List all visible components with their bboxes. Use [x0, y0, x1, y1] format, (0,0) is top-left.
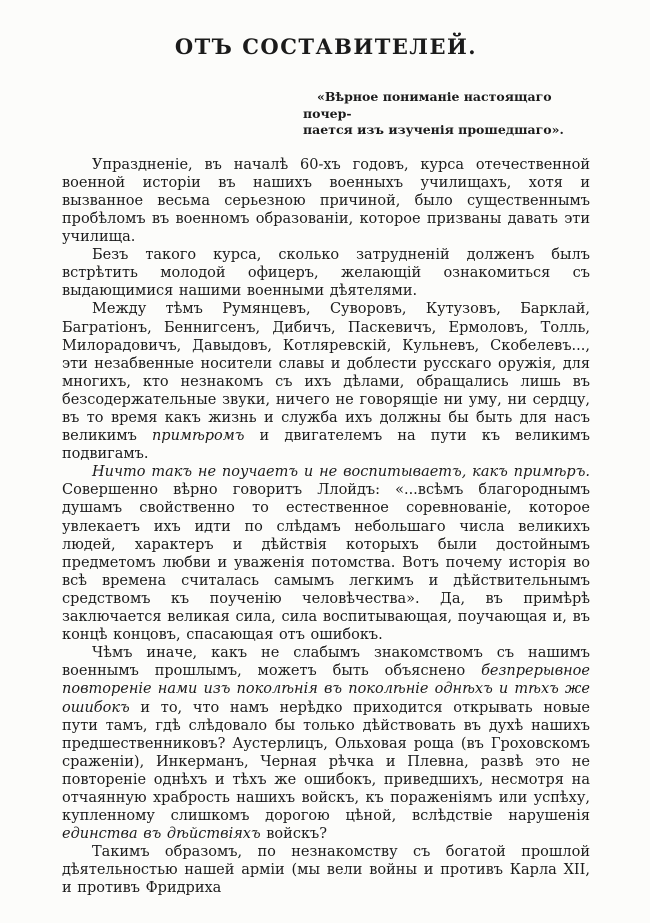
paragraph	[62, 463, 590, 644]
paragraph-segment: и то, что намъ нерѣдко приходится открывать новые пути тамъ, гдѣ слѣдовало бы только дѣйствовать въ духѣ нашихъ предшественниковъ? Аустерлицъ, Ольховая роща (въ Гроховскомъ сраженіи), Инкерманъ, Черная рѣчка и Плевна, развѣ это не повтореніе однѣхъ и тѣхъ же ошибокъ, приведшихъ, несмотря на отчаянную храбрость нашихъ войскъ, къ пораженіямъ или успѣху, купленному слишкомъ дорогою цѣной, вслѣдствіе нарушенія	[62, 699, 590, 825]
paragraph	[62, 843, 590, 897]
paragraph-segment: Совершенно вѣрно говоритъ Ллойдъ: «...всѣмъ благороднымъ душамъ свойственно то естественное соревнованіе, которое увлекаетъ ихъ идти по слѣдамъ небольшаго числа великихъ людей, характеръ и дѣйствія которыхъ были достойнымъ предметомъ любви и уваженія потомства. Вотъ почему исторія во всѣ времена считалась самымъ легкимъ и дѣйствительнымъ средствомъ къ поученію человѣчества». Да, въ примѣрѣ заключается великая сила, сила воспитывающая, поучающая и, въ концѣ концовъ, спасающая отъ ошибокъ.	[62, 482, 590, 644]
paragraph-segment-italic: примѣромъ	[151, 428, 245, 445]
body-text	[62, 156, 590, 898]
epigraph-line: «Вѣрное пониманіе настоящаго почер-	[303, 89, 552, 121]
epigraph	[303, 89, 590, 139]
paragraph	[62, 246, 590, 300]
paragraph	[62, 300, 590, 463]
paragraph-segment: Такимъ образомъ, по незнакомству съ богатой прошлой дѣятельностью нашей арміи (мы вели войны и противъ Карла XII, и противъ Фридриха	[62, 844, 590, 897]
paragraph-segment-italic: единства въ дѣйствіяхъ	[62, 826, 261, 843]
page-title: ОТЪ СОСТАВИТЕЛЕЙ.	[174, 34, 478, 59]
paragraph	[62, 156, 590, 246]
paragraph-segment-italic: безпрерывное повтореніе нами изъ поколѣнія въ поколѣніе однѣхъ и тѣхъ же ошибокъ	[62, 663, 590, 716]
paragraph-segment: Безъ такого курса, сколько затрудненій долженъ былъ встрѣтить молодой офицеръ, желающій ознакомиться съ выдающимися нашими военными дѣятелями.	[62, 247, 590, 300]
paragraph-segment: Упраздненіе, въ началѣ 60-хъ годовъ, курса отечественной военной исторіи въ нашихъ военныхъ училищахъ, хотя и вызванное весьма серьезною причиной, было существеннымъ пробѣломъ въ военномъ образованіи, которое призваны давать эти училища.	[62, 156, 590, 246]
paragraph-segment: войскъ?	[260, 826, 328, 843]
paragraph-segment-italic: Ничто такъ не поучаетъ и не воспитываетъ, какъ примѣръ.	[92, 464, 590, 481]
paragraph-segment: и двигателемъ на пути къ великимъ подвигамъ.	[62, 428, 590, 463]
epigraph-line: пается изъ изученія прошедшаго».	[303, 122, 564, 138]
paragraph-segment: Чѣмъ иначе, какъ не слабымъ знакомствомъ съ нашимъ военнымъ прошлымъ, можетъ быть объяснено	[62, 645, 590, 680]
paragraph	[62, 644, 590, 843]
paragraph-segment: Между тѣмъ Румянцевъ, Суворовъ, Кутузовъ, Барклай, Багратіонъ, Беннигсенъ, Дибичъ, Паскевичъ, Ермоловъ, Толль, Милорадовичъ, Давыдовъ, Котляревскій, Кульневъ, Скобелевъ..., эти незабвенные носители славы и доблести русскаго оружія, для многихъ, кто незнакомъ съ ихъ дѣлами, обращались лишь въ безсодержательные звуки, ничего не говорящіе ни уму, ни сердцу, въ то время какъ жизнь и служба ихъ должны бы быть для насъ великимъ	[62, 301, 590, 445]
